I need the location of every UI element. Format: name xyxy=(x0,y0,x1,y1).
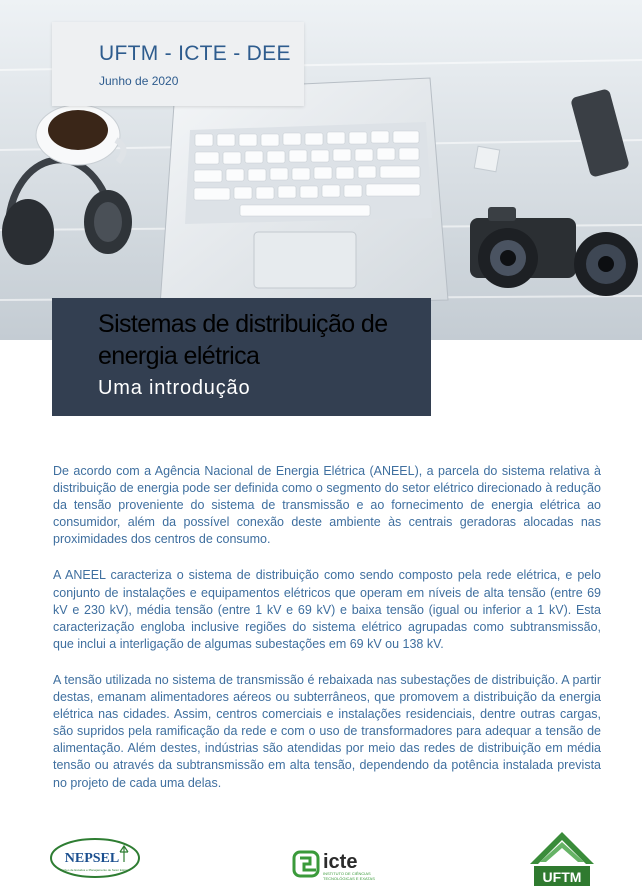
main-title-box xyxy=(52,298,431,416)
laptop-image xyxy=(160,78,448,306)
camera-image xyxy=(470,207,576,288)
nepsel-logo-text: NEPSEL xyxy=(64,851,120,866)
nepsel-logo xyxy=(50,838,140,878)
lens-image xyxy=(574,232,638,296)
icte-logo-text: icte xyxy=(323,851,358,873)
header-box xyxy=(52,22,304,106)
document-subtitle: Uma introdução xyxy=(98,377,251,399)
icte-logo xyxy=(290,846,388,884)
icte-logo-caption-2: TECNOLÓGICAS E EXATAS xyxy=(323,876,375,881)
nepsel-logo-caption: Núcleo de Estudos e Planejamento de Setor Elétrico xyxy=(60,868,130,872)
body-text xyxy=(53,463,601,811)
uftm-logo-text: UFTM xyxy=(542,869,582,885)
icte-logo-caption-1: INSTITUTO DE CIÊNCIAS xyxy=(323,871,371,876)
institution-label: UFTM - ICTE - DEE xyxy=(99,42,291,65)
date-label: Junho de 2020 xyxy=(99,74,179,88)
paragraph: A tensão utilizada no sistema de transmissão é rebaixada nas subestações de distribuição. A partir destas, emanam alimentadores aéreos ou subterrâneos, que promovem a distribuição da energia elétrica nas cidades. Assim, centros comerciais e instalações residenciais, dentre outras cargas, são supridos pela ramificação da rede e com o uso de transformadores para adequar a tensão de alimentação. Além destes, indústrias são atendidas por meio das redes de distribuição em média tensão ou através da subtransmissão em alta tensão, dependendo da potência instalada prevista no projeto de cada uma delas. xyxy=(53,672,601,790)
document-title: Sistemas de distribuição de energia elétrica xyxy=(98,310,388,370)
paragraph: A ANEEL caracteriza o sistema de distribuição como sendo composto pela rede elétrica, e pelo conjunto de instalações e equipamentos elétricos que operam em níveis de alta tensão (entre 69 kV e 230 kV), média tensão (entre 1 kV e 69 kV) e baixa tensão (igual ou inferior a 1 kV). Esta caracterização engloba inclusive regiões do sistema elétrico agrupadas como subtransmissão, que inclui a interligação de algumas subestações em 69 kV ou 138 kV. xyxy=(53,568,601,651)
uftm-logo xyxy=(524,826,600,890)
paragraph: De acordo com a Agência Nacional de Energia Elétrica (ANEEL), a parcela do sistema relativa à distribuição de energia pode ser definida como o segmento do setor elétrico direcionado à redução da tensão proveniente do sistema de transmissão e ao fornecimento de energia elétrica ao consumidor, além da possível conexão deste ambiente às centrais geradoras alocadas nas proximidades dos centros de consumo. xyxy=(53,464,601,547)
